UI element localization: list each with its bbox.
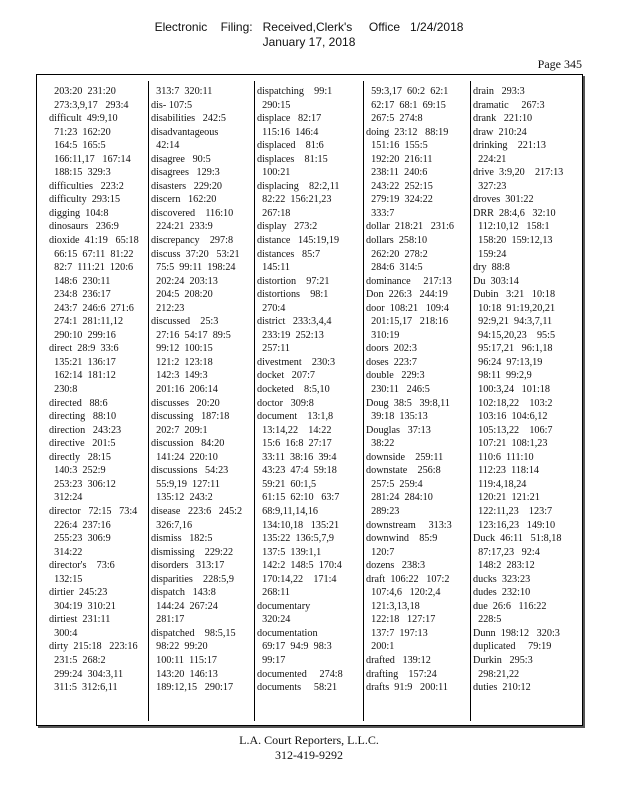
index-entry-line: 203:20 231:20 [49,86,116,97]
index-entry-line: DRR 28:4,6 32:10 [473,207,556,219]
index-entry-line: 95:17,21 96:1,18 [473,343,553,355]
index-entry-line: display 273:2 [257,221,318,233]
index-entry-line: Douglas 37:13 [366,424,431,436]
index-entry-line: 166:11,17 167:14 [49,153,131,165]
index-entry-line: 62:17 68:1 69:15 [366,99,446,111]
index-column-5 [473,85,579,719]
index-entry-line: documentary [257,600,311,612]
index-entry-line: 243:7 246:6 271:6 [49,302,134,314]
index-entry-line: dollar 218:21 231:6 [366,221,455,233]
index-entry-line: 141:24 220:10 [151,451,218,463]
index-entry-line: dramatic 267:3 [473,99,545,111]
index-entry-line: double 229:3 [366,370,425,382]
index-entry-line: 202:7 209:1 [151,424,208,436]
column-divider [254,81,255,721]
index-entry-line: 162:14 181:12 [49,370,116,382]
index-entry-line: duplicated 79:19 [473,641,552,653]
footer [0,733,618,763]
index-entry-line: 15:6 16:8 27:17 [257,438,332,450]
index-entry-line: 10:18 91:19,20,21 [473,302,556,314]
index-entry-line: Du 303:14 [473,275,519,287]
index-entry-line: dry 88:8 [473,262,510,274]
index-entry-line: 279:19 324:22 [366,194,433,206]
index-entry-line: duties 210:12 [473,682,531,694]
index-entry-line: 158:20 159:12,13 [473,235,553,247]
index-entry-line: 313:7 320:11 [151,86,213,97]
index-entry-line: 107:21 108:1,23 [473,438,548,450]
index-entry-line: 228:5 [473,614,502,626]
index-entry-line: directed 88:6 [49,397,108,409]
index-entry-line: draft 106:22 107:2 [366,573,450,585]
index-entry-line: documented 274:8 [257,668,343,680]
index-entry-line: 98:11 99:2,9 [473,370,532,382]
index-entry-line: 121:2 123:18 [151,356,213,368]
index-entry-line: 274:1 281:11,12 [49,316,124,328]
index-entry-line: documents 58:21 [257,682,338,694]
index-entry-line: distortion 97:21 [257,275,330,287]
index-entry-line: distance 145:19,19 [257,235,340,247]
index-entry-line: 142:2 148:5 170:4 [257,560,342,572]
index-entry-line: direction 243:23 [49,424,122,436]
index-entry-line: 27:16 54:17 89:5 [151,329,231,341]
index-entry-line: distances 85:7 [257,248,321,260]
index-entry-line: 134:10,18 135:21 [257,519,340,531]
index-entry-line: droves 301:22 [473,194,534,206]
index-entry-line: 234:8 236:17 [49,289,111,301]
index-entry-line: 311:5 312:6,11 [49,682,118,694]
index-entry-line: 107:4,6 120:2,4 [366,587,441,599]
index-entry-line: downstream 313:3 [366,519,452,531]
index-entry-line: directive 201:5 [49,438,116,450]
index-entry-line: docket 207:7 [257,370,316,382]
index-entry-line: 55:9,19 127:11 [151,478,220,490]
index-entry-line: 273:3,9,17 293:4 [49,99,129,111]
index-entry-line: dirty 215:18 223:16 [49,641,138,653]
index-entry-line: 230:8 [49,384,78,396]
index-entry-line: dismissing 229:22 [151,546,234,558]
index-entry-line: 267:5 274:8 [366,113,423,125]
index-entry-line: Dunn 198:12 320:3 [473,627,560,639]
index-entry-line: 135:21 136:17 [49,356,116,368]
index-entry-line: 112:23 118:14 [473,465,540,477]
index-entry-line: 102:18,22 103:2 [473,397,553,409]
index-entry-line: 224:21 [473,153,507,165]
index-entry-line: discussions 54:23 [151,465,229,477]
index-entry-line: disagrees 129:3 [151,167,220,179]
index-entry-line: drinking 221:13 [473,140,547,152]
index-entry-line: 59:3,17 60:2 62:1 [366,86,449,97]
index-entry-line: disagree 90:5 [151,153,211,165]
index-entry-line: discussed 25:3 [151,316,219,328]
index-entry-line: due 26:6 116:22 [473,600,547,612]
index-entry-line: dirtiest 231:11 [49,614,111,626]
index-column-4 [366,85,468,719]
index-entry-line: 304:19 310:21 [49,600,116,612]
index-entry-line: 71:23 162:20 [49,126,111,138]
index-entry-line: difficult 49:9,10 [49,113,118,125]
index-entry-line: 188:15 329:3 [49,167,111,179]
index-entry-line: 202:24 203:13 [151,275,218,287]
index-entry-line: 68:9,11,14,16 [257,505,319,517]
index-entry-line: 320:24 [257,614,291,626]
index-entry-line: discovered 116:10 [151,207,234,219]
index-entry-line: 100:21 [257,167,291,179]
index-entry-line: dis- 107:5 [151,99,193,111]
index-entry-line: 143:20 146:13 [151,668,218,680]
index-entry-line: 145:11 [257,262,291,274]
index-entry-line: district 233:3,4,4 [257,316,332,328]
index-entry-line: 230:11 246:5 [366,384,430,396]
index-entry-line: dudes 232:10 [473,587,531,599]
index-entry-line: docketed 8:5,10 [257,384,330,396]
index-entry-line: 119:4,18,24 [473,478,527,490]
index-frame [36,74,583,726]
index-entry-line: dispatching 99:1 [257,86,333,97]
filing-stamp [0,20,618,50]
index-entry-line: Doug 38:5 39:8,11 [366,397,450,409]
index-entry-line: 257:5 259:4 [366,478,423,490]
index-entry-line: 192:20 216:11 [366,153,433,165]
filing-stamp-line1: Electronic Filing: Received,Clerk's Office 1/24/2018 [154,20,464,34]
index-entry-line: doors 202:3 [366,343,417,355]
index-entry-line: 99:12 100:15 [151,343,213,355]
index-entry-line: 224:21 233:9 [151,221,213,233]
index-entry-line: 148:2 283:12 [473,560,535,572]
index-entry-line: 112:10,12 158:1 [473,221,550,233]
index-entry-line: disasters 229:20 [151,180,223,192]
index-entry-line: draw 210:24 [473,126,527,138]
index-entry-line: ducks 323:23 [473,573,531,585]
index-entry-line: document 13:1,8 [257,411,334,423]
index-entry-line: 140:3 252:9 [49,465,106,477]
index-entry-line: disabilities 242:5 [151,113,226,125]
index-entry-line: difficulty 293:15 [49,194,121,206]
index-entry-line: 257:11 [257,343,291,355]
index-entry-line: downwind 85:9 [366,533,438,545]
index-entry-line: 103:16 104:6,12 [473,411,548,423]
index-entry-line: 69:17 94:9 98:3 [257,641,332,653]
court-reporter-name: L.A. Court Reporters, L.L.C. [239,733,379,747]
index-entry-line: 189:12,15 290:17 [151,682,234,694]
index-entry-line: 151:16 155:5 [366,140,428,152]
index-entry-line: 170:14,22 171:4 [257,573,337,585]
index-entry-line: 144:24 267:24 [151,600,218,612]
index-entry-line: 289:23 [366,505,400,517]
index-entry-line: 164:5 165:5 [49,140,106,152]
index-entry-line: 132:15 [49,573,83,585]
index-entry-line: 105:13,22 106:7 [473,424,553,436]
index-entry-line: 43:23 47:4 59:18 [257,465,337,477]
index-entry-line: 94:15,20,23 95:5 [473,329,556,341]
index-entry-line: dirtier 245:23 [49,587,108,599]
index-entry-line: displaces 81:15 [257,153,328,165]
index-entry-line: disorders 313:17 [151,560,225,572]
index-entry-line: 159:24 [473,248,507,260]
index-entry-line: discrepancy 297:8 [151,235,234,247]
column-divider [470,81,471,721]
index-entry-line: 201:15,17 218:16 [366,316,449,328]
court-reporter-phone: 312-419-9292 [275,748,343,762]
index-entry-line: displace 82:17 [257,113,322,125]
index-entry-line: 281:17 [151,614,185,626]
index-entry-line: 327:23 [473,180,507,192]
index-entry-line: disease 223:6 245:2 [151,505,243,517]
index-entry-line: discern 162:20 [151,194,217,206]
index-entry-line: 39:18 135:13 [366,411,428,423]
index-entry-line: 122:11,23 123:7 [473,505,553,517]
index-entry-line: 312:24 [49,492,83,504]
index-entry-line: 200:1 [366,641,395,653]
index-entry-line: door 108:21 109:4 [366,302,449,314]
index-entry-line: 100:11 115:17 [151,654,218,666]
index-entry-line: dispatched 98:5,15 [151,627,236,639]
index-entry-line: 253:23 306:12 [49,478,116,490]
index-entry-line: 110:6 111:10 [473,451,534,463]
index-entry-line: downstate 256:8 [366,465,441,477]
index-column-3 [257,85,361,719]
index-entry-line: 137:7 197:13 [366,627,428,639]
index-entry-line: 148:6 230:11 [49,275,111,287]
index-entry-line: 262:20 278:2 [366,248,428,260]
index-entry-line: doctor 309:8 [257,397,314,409]
index-entry-line: dioxide 41:19 65:18 [49,235,139,247]
index-entry-line: 61:15 62:10 63:7 [257,492,340,504]
index-entry-line: 310:19 [366,329,400,341]
page-number: Page 345 [537,57,582,71]
index-entry-line: 268:11 [257,587,291,599]
index-entry-line: discuss 37:20 53:21 [151,248,240,260]
index-entry-line: displaced 81:6 [257,140,324,152]
index-entry-line: 120:21 121:21 [473,492,540,504]
index-entry-line: Duck 46:11 51:8,18 [473,533,562,545]
index-entry-line: 82:7 111:21 120:6 [49,262,134,274]
index-entry-line: doses 223:7 [366,356,417,368]
index-entry-line: doing 23:12 88:19 [366,126,449,138]
index-entry-line: 231:5 268:2 [49,654,106,666]
index-entry-line: 326:7,16 [151,519,193,531]
index-entry-line: 99:17 [257,654,286,666]
index-entry-line: 75:5 99:11 198:24 [151,262,236,274]
index-entry-line: 98:22 99:20 [151,641,208,653]
index-entry-line: 120:7 [366,546,395,558]
index-entry-line: 87:17,23 92:4 [473,546,540,558]
index-column-1 [49,85,147,719]
index-entry-line: 135:12 243:2 [151,492,213,504]
index-entry-line: 96:24 97:13,19 [473,356,543,368]
filing-stamp-date: January 17, 2018 [262,35,356,49]
index-entry-line: director's 73:6 [49,560,115,572]
index-entry-line: documentation [257,627,318,639]
index-entry-line: dismiss 182:5 [151,533,213,545]
index-entry-line: 204:5 208:20 [151,289,213,301]
index-entry-line: 66:15 67:11 81:22 [49,248,134,260]
index-entry-line: 281:24 284:10 [366,492,433,504]
index-entry-line: Durkin 295:3 [473,654,533,666]
index-entry-line: 298:21,22 [473,668,520,680]
index-entry-line: 201:16 206:14 [151,384,218,396]
index-entry-line: 100:3,24 101:18 [473,384,550,396]
index-entry-line: 92:9,21 94:3,7,11 [473,316,553,328]
index-entry-line: drain 293:3 [473,86,525,97]
index-entry-line: disparities 228:5,9 [151,573,234,585]
index-entry-line: 121:3,13,18 [366,600,420,612]
index-entry-line: displacing 82:2,11 [257,180,340,192]
index-entry-line: 59:21 60:1,5 [257,478,317,490]
index-entry-line: 123:16,23 149:10 [473,519,556,531]
index-entry-line: difficulties 223:2 [49,180,124,192]
index-entry-line: dozens 238:3 [366,560,426,572]
index-entry-line: disadvantageous [151,126,219,138]
column-divider [148,81,149,721]
index-entry-line: 270:4 [257,302,286,314]
index-entry-line: 115:16 146:4 [257,126,319,138]
index-entry-line: 267:18 [257,207,291,219]
index-entry-line: 243:22 252:15 [366,180,433,192]
index-entry-line: discusses 20:20 [151,397,220,409]
index-entry-line: divestment 230:3 [257,356,336,368]
index-entry-line: director 72:15 73:4 [49,505,138,517]
index-entry-line: Dubin 3:21 10:18 [473,289,556,301]
index-entry-line: dinosaurs 236:9 [49,221,119,233]
index-entry-line: 290:10 299:16 [49,329,116,341]
index-entry-line: 137:5 139:1,1 [257,546,322,558]
index-entry-line: dispatch 143:8 [151,587,216,599]
index-entry-line: 42:14 [151,140,180,152]
index-entry-line: 333:7 [366,207,395,219]
index-entry-line: 82:22 156:21,23 [257,194,332,206]
index-entry-line: 255:23 306:9 [49,533,111,545]
index-entry-line: 13:14,22 14:22 [257,424,332,436]
index-entry-line: drafted 139:12 [366,654,431,666]
index-entry-line: dollars 258:10 [366,235,428,247]
index-entry-line: 135:22 136:5,7,9 [257,533,334,545]
index-entry-line: 122:18 127:17 [366,614,436,626]
index-entry-line: drafting 157:24 [366,668,437,680]
column-divider [363,81,364,721]
index-entry-line: directing 88:10 [49,411,117,423]
index-entry-line: 300:4 [49,627,78,639]
index-entry-line: 299:24 304:3,11 [49,668,124,680]
index-entry-line: 33:11 38:16 39:4 [257,451,337,463]
index-entry-line: drank 221:10 [473,113,533,125]
index-entry-line: 238:11 240:6 [366,167,428,179]
index-entry-line: 226:4 237:16 [49,519,111,531]
index-entry-line: drafts 91:9 200:11 [366,682,448,694]
index-entry-line: digging 104:8 [49,207,109,219]
index-entry-line: 314:22 [49,546,83,558]
index-entry-line: 212:23 [151,302,185,314]
index-entry-line: distortions 98:1 [257,289,329,301]
index-entry-line: direct 28:9 33:6 [49,343,119,355]
index-entry-line: discussion 84:20 [151,438,225,450]
index-entry-line: discussing 187:18 [151,411,230,423]
index-entry-line: drive 3:9,20 217:13 [473,167,564,179]
index-column-2 [151,85,251,719]
index-entry-line: dominance 217:13 [366,275,452,287]
index-entry-line: downside 259:11 [366,451,444,463]
index-entry-line: 284:6 314:5 [366,262,423,274]
index-entry-line: Don 226:3 244:19 [366,289,448,301]
index-entry-line: 38:22 [366,438,395,450]
index-entry-line: 290:15 [257,99,291,111]
index-entry-line: 233:19 252:13 [257,329,324,341]
index-entry-line: directly 28:15 [49,451,111,463]
index-entry-line: 142:3 149:3 [151,370,208,382]
